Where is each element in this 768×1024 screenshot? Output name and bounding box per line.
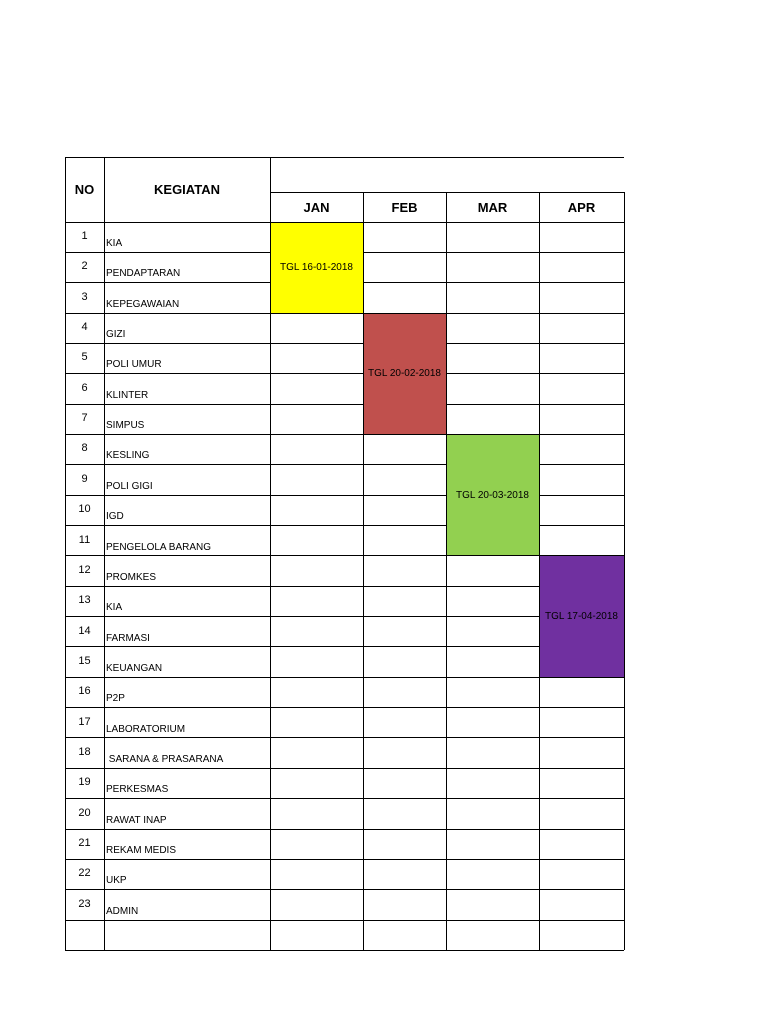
- activity-name: GIZI: [106, 329, 126, 341]
- row-number: 19: [78, 776, 91, 789]
- grid-line: [270, 343, 363, 344]
- schedule-band: TGL 20-03-2018: [446, 434, 539, 555]
- grid-line: [539, 707, 624, 708]
- activity-name: PENDAPTARAN: [106, 268, 181, 280]
- header-month: APR: [567, 199, 596, 215]
- row-number: 1: [81, 230, 88, 242]
- grid-line: [363, 737, 446, 738]
- grid-line: [65, 616, 270, 617]
- grid-line: [446, 798, 539, 799]
- grid-line: [65, 677, 270, 678]
- grid-line: [539, 464, 624, 465]
- grid-line: [539, 404, 624, 405]
- row-number: 14: [78, 624, 91, 637]
- grid-line: [65, 434, 270, 435]
- activity-name: [106, 936, 268, 949]
- grid-line: [65, 373, 270, 374]
- activity-name: SARANA & PRASARANA: [106, 753, 224, 765]
- row-number: 13: [78, 594, 91, 607]
- grid-line: [270, 859, 363, 860]
- header-month: JAN: [303, 199, 330, 215]
- grid-line: [270, 737, 363, 738]
- grid-line: [446, 343, 539, 344]
- header-month: MAR: [477, 199, 508, 215]
- activity-name: FARMASI: [106, 632, 150, 644]
- grid-line: [65, 920, 270, 921]
- grid-line: [65, 404, 270, 405]
- activity-name: UKP: [106, 875, 127, 887]
- grid-line: [65, 282, 270, 283]
- grid-line: [539, 950, 624, 951]
- activity-name: KEPEGAWAIAN: [106, 298, 180, 310]
- activity-name: LABORATORIUM: [106, 723, 186, 735]
- grid-line: [65, 252, 270, 253]
- row-number: 9: [81, 472, 88, 485]
- grid-line: [65, 768, 270, 769]
- grid-line: [446, 829, 539, 830]
- grid-line: [65, 222, 270, 223]
- activity-name: KIA: [106, 602, 123, 614]
- grid-line: [270, 313, 363, 314]
- grid-line: [446, 222, 539, 223]
- grid-line: [363, 616, 446, 617]
- grid-line: [363, 555, 446, 556]
- activity-name: SIMPUS: [106, 420, 145, 432]
- grid-line: [363, 889, 446, 890]
- grid-line: [65, 859, 270, 860]
- grid-line: [539, 343, 624, 344]
- grid-line: [363, 768, 446, 769]
- schedule-band: TGL 16-01-2018: [270, 222, 363, 313]
- row-number: 11: [78, 533, 91, 546]
- grid-line: [446, 555, 539, 556]
- grid-line: [446, 616, 539, 617]
- row-number: 12: [78, 563, 91, 576]
- grid-line: [65, 829, 270, 830]
- grid-line: [270, 404, 363, 405]
- grid-line: [446, 434, 539, 435]
- grid-line: [65, 464, 270, 465]
- row-number: 21: [78, 837, 91, 849]
- grid-line: [270, 920, 363, 921]
- row-number: 8: [81, 442, 88, 455]
- grid-line: [363, 434, 446, 435]
- grid-line: [446, 404, 539, 405]
- activity-name: POLI GIGI: [106, 480, 153, 492]
- grid-line: [446, 737, 539, 738]
- grid-line: [270, 646, 363, 647]
- grid-line: [65, 555, 270, 556]
- activity-name: KESLING: [106, 450, 150, 462]
- grid-line: [539, 495, 624, 496]
- grid-line: [539, 768, 624, 769]
- grid-line: [363, 920, 446, 921]
- grid-line: [446, 950, 539, 951]
- row-number: 5: [81, 351, 88, 364]
- row-number: 20: [78, 806, 91, 819]
- grid-line: [539, 920, 624, 921]
- grid-line: [363, 646, 446, 647]
- grid-line: [539, 798, 624, 799]
- grid-line: [539, 373, 624, 374]
- grid-line: [65, 343, 270, 344]
- row-number: 7: [81, 412, 88, 425]
- header-no: NO: [74, 182, 95, 197]
- row-number: 16: [78, 685, 91, 698]
- grid-line: [270, 434, 363, 435]
- row-number: 2: [81, 260, 88, 273]
- grid-line: [270, 950, 363, 951]
- grid-line: [363, 586, 446, 587]
- grid-line: [539, 555, 624, 556]
- grid-line: [363, 859, 446, 860]
- row-number: 23: [78, 897, 91, 910]
- grid-line: [446, 859, 539, 860]
- grid-line: [539, 222, 624, 223]
- grid-line: [363, 192, 364, 950]
- activity-name: POLI UMUR: [106, 359, 162, 371]
- grid-line: [363, 707, 446, 708]
- grid-line: [270, 192, 624, 193]
- grid-line: [270, 889, 363, 890]
- grid-line: [446, 282, 539, 283]
- grid-line: [270, 495, 363, 496]
- row-number: 3: [81, 290, 88, 303]
- grid-line: [270, 222, 363, 223]
- grid-line: [65, 889, 270, 890]
- grid-line: [270, 373, 363, 374]
- header-kegiatan: KEGIATAN: [154, 182, 220, 197]
- schedule-band: TGL 17-04-2018: [539, 556, 624, 677]
- grid-line: [446, 707, 539, 708]
- activity-name: KIA: [106, 238, 123, 249]
- grid-line: [446, 646, 539, 647]
- grid-line: [270, 157, 271, 950]
- activity-name: KEUANGAN: [106, 662, 163, 674]
- row-number: 15: [78, 654, 91, 667]
- grid-line: [539, 737, 624, 738]
- grid-line: [446, 192, 447, 950]
- grid-line: [446, 920, 539, 921]
- grid-line: [363, 950, 446, 951]
- grid-line: [539, 313, 624, 314]
- grid-line: [446, 677, 539, 678]
- grid-line: [65, 157, 624, 158]
- grid-line: [65, 495, 270, 496]
- grid-line: [104, 157, 105, 950]
- grid-line: [270, 707, 363, 708]
- grid-line: [363, 252, 446, 253]
- grid-line: [446, 586, 539, 587]
- activity-name: KLINTER: [106, 389, 149, 401]
- grid-line: [270, 555, 363, 556]
- grid-line: [446, 889, 539, 890]
- grid-line: [65, 525, 270, 526]
- grid-line: [65, 707, 270, 708]
- grid-line: [363, 222, 446, 223]
- grid-line: [363, 829, 446, 830]
- activity-name: RAWAT INAP: [106, 814, 167, 826]
- grid-line: [270, 677, 363, 678]
- grid-line: [270, 586, 363, 587]
- row-number: 6: [81, 381, 88, 394]
- grid-line: [539, 525, 624, 526]
- grid-line: [539, 889, 624, 890]
- grid-line: [65, 798, 270, 799]
- grid-line: [539, 859, 624, 860]
- grid-line: [363, 282, 446, 283]
- grid-line: [65, 157, 66, 950]
- grid-line: [270, 464, 363, 465]
- grid-line: [270, 525, 363, 526]
- grid-line: [446, 313, 539, 314]
- schedule-band: TGL 20-02-2018: [363, 313, 446, 434]
- activity-name: PROMKES: [106, 571, 157, 583]
- grid-line: [446, 373, 539, 374]
- grid-line: [65, 950, 270, 951]
- grid-line: [539, 192, 540, 950]
- grid-line: [539, 677, 624, 678]
- grid-line: [363, 798, 446, 799]
- header-month: FEB: [391, 199, 418, 215]
- grid-line: [65, 313, 270, 314]
- activity-name: REKAM MEDIS: [106, 845, 177, 856]
- row-number: 18: [78, 745, 91, 758]
- grid-line: [270, 768, 363, 769]
- row-number: 10: [78, 503, 91, 516]
- grid-line: [363, 495, 446, 496]
- grid-line: [446, 768, 539, 769]
- grid-line: [65, 737, 270, 738]
- grid-line: [539, 434, 624, 435]
- grid-line: [624, 192, 625, 950]
- grid-line: [539, 282, 624, 283]
- activity-name: IGD: [106, 511, 124, 523]
- activity-name: PERKESMAS: [106, 784, 169, 796]
- grid-line: [363, 313, 446, 314]
- row-number: [65, 928, 104, 942]
- grid-line: [363, 464, 446, 465]
- row-number: 22: [78, 867, 91, 880]
- grid-line: [270, 616, 363, 617]
- grid-line: [539, 252, 624, 253]
- grid-line: [270, 829, 363, 830]
- activity-name: P2P: [106, 693, 125, 705]
- grid-line: [65, 586, 270, 587]
- grid-line: [270, 798, 363, 799]
- grid-line: [65, 646, 270, 647]
- grid-line: [363, 525, 446, 526]
- activity-name: ADMIN: [106, 905, 139, 917]
- grid-line: [363, 677, 446, 678]
- activity-name: PENGELOLA BARANG: [106, 541, 212, 553]
- row-number: 4: [81, 321, 88, 334]
- grid-line: [446, 252, 539, 253]
- row-number: 17: [78, 715, 91, 728]
- grid-line: [539, 829, 624, 830]
